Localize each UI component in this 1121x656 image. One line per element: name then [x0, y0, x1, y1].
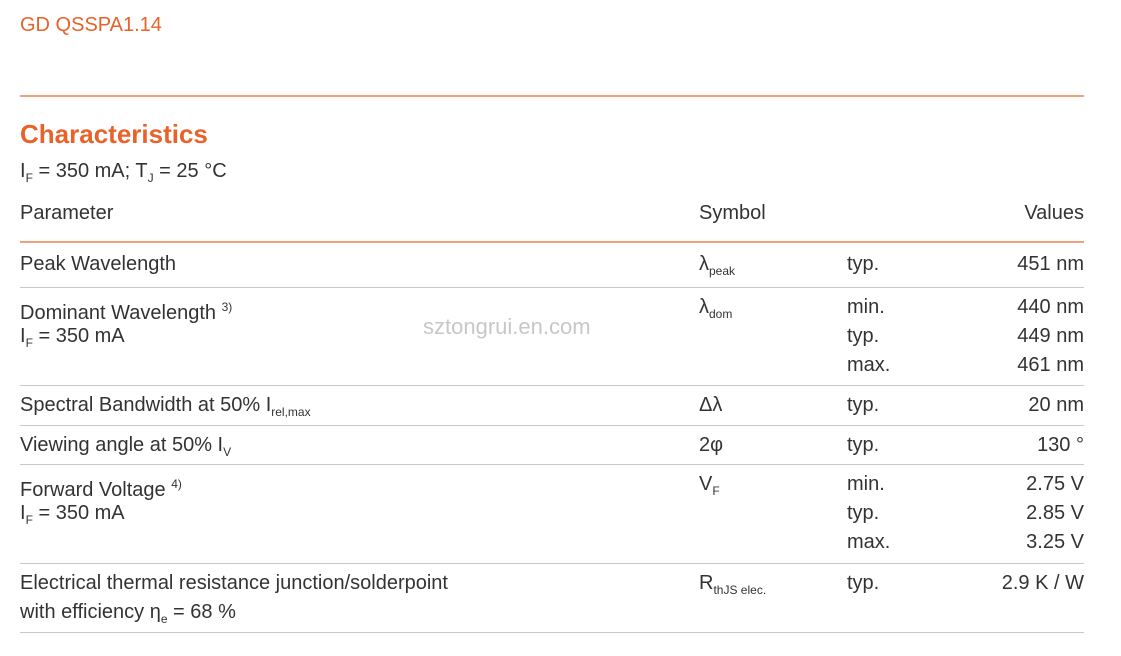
symbol-subscript: F	[712, 484, 720, 498]
cond-symbol: I	[20, 502, 26, 524]
symbol-viewing-angle: 2φ	[699, 434, 724, 456]
row-divider	[20, 425, 1084, 426]
param-viewing-angle	[20, 431, 231, 460]
cond-subscript: e	[160, 612, 168, 626]
param-forward-voltage	[20, 470, 182, 499]
symbol-subscript: peak	[709, 264, 736, 278]
symbol-thermal-resistance	[699, 569, 766, 598]
value: 2.9 K / W	[1001, 572, 1084, 594]
column-header-values: Values	[1024, 202, 1084, 224]
value: 20 nm	[1028, 394, 1084, 416]
qualifier: typ.	[847, 394, 880, 416]
param-label: Forward Voltage	[20, 479, 166, 501]
param-spectral-bandwidth	[20, 391, 311, 420]
qualifier: typ.	[847, 434, 880, 456]
value: 2.85 V	[1026, 502, 1084, 524]
param-condition	[20, 598, 236, 627]
qualifier: typ.	[847, 325, 880, 347]
cond-value: = 350 mA	[32, 325, 125, 347]
symbol-peak	[699, 250, 735, 279]
row-divider	[20, 632, 1084, 633]
symbol-base: V	[699, 473, 713, 495]
footnote-ref: 4)	[171, 477, 182, 491]
row-divider	[20, 563, 1084, 564]
header-divider	[20, 95, 1084, 97]
qualifier: typ.	[847, 572, 880, 594]
param-subscript: V	[223, 445, 232, 459]
param-label: Dominant Wavelength	[20, 302, 217, 324]
temp-value: = 25 °C	[153, 160, 227, 182]
test-conditions	[20, 160, 227, 185]
column-header-parameter: Parameter	[20, 202, 114, 224]
current-symbol: I	[20, 160, 26, 182]
qualifier: max.	[847, 354, 891, 376]
cond-value: = 350 mA	[32, 502, 125, 524]
value: 2.75 V	[1026, 473, 1084, 495]
value: 440 nm	[1017, 296, 1084, 318]
symbol-subscript: dom	[709, 307, 733, 321]
cond-label: with efficiency η	[20, 601, 161, 623]
temp-subscript: J	[147, 171, 154, 185]
param-dominant-wavelength	[20, 293, 232, 322]
table-header-rule	[20, 241, 1084, 243]
param-subscript: rel,max	[271, 405, 311, 419]
symbol-base: λ	[699, 296, 709, 318]
value: 449 nm	[1017, 325, 1084, 347]
footnote-ref: 3)	[221, 300, 233, 314]
column-header-symbol: Symbol	[699, 202, 766, 224]
value: 3.25 V	[1026, 531, 1084, 553]
qualifier: typ.	[847, 253, 880, 275]
watermark: sztongrui.en.com	[423, 314, 591, 339]
cond-symbol: I	[20, 325, 26, 347]
param-label: Spectral Bandwidth at 50% I	[20, 394, 272, 416]
qualifier: max.	[847, 531, 891, 553]
cond-value: = 68 %	[167, 601, 236, 623]
row-divider	[20, 287, 1084, 288]
cond-subscript: F	[25, 513, 33, 527]
row-divider	[20, 385, 1084, 386]
symbol-base: R	[699, 572, 714, 594]
param-condition	[20, 322, 125, 351]
symbol-subscript: thJS elec.	[713, 583, 767, 597]
value: 451 nm	[1017, 253, 1084, 275]
param-peak-wavelength: Peak Wavelength	[20, 253, 177, 275]
qualifier: typ.	[847, 502, 880, 524]
symbol-forward-voltage	[699, 470, 720, 499]
document-id: GD QSSPA1.14	[20, 14, 162, 36]
symbol-bandwidth: Δλ	[699, 394, 723, 416]
qualifier: min.	[847, 296, 885, 318]
value: 130 °	[1037, 434, 1084, 456]
cond-subscript: F	[25, 336, 33, 350]
row-divider	[20, 464, 1084, 465]
symbol-base: λ	[699, 253, 709, 275]
value: 461 nm	[1017, 354, 1084, 376]
param-condition	[20, 499, 125, 528]
section-title: Characteristics	[20, 119, 208, 149]
param-thermal-resistance: Electrical thermal resistance junction/solderpoint	[20, 572, 448, 594]
qualifier: min.	[847, 473, 885, 495]
current-subscript: F	[25, 171, 33, 185]
param-label: Viewing angle at 50% I	[20, 434, 224, 456]
current-value: = 350 mA; T	[32, 160, 148, 182]
symbol-dominant	[699, 293, 732, 322]
